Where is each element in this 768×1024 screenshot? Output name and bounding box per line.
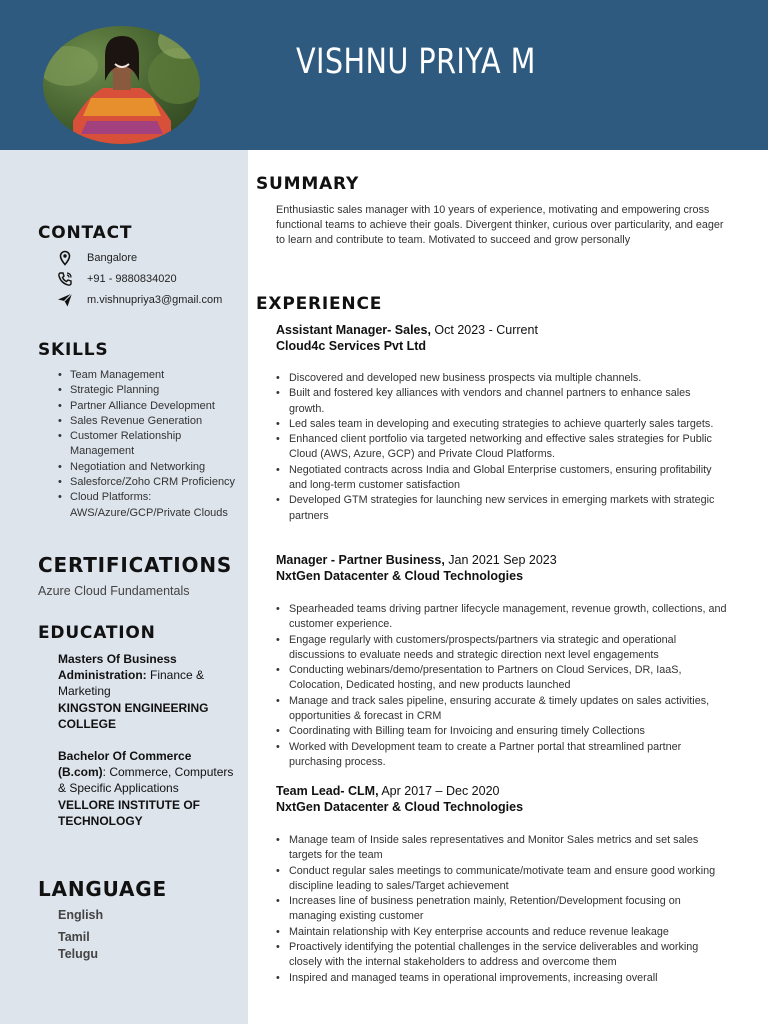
job-dates: Oct 2023 - Current [430, 323, 538, 337]
job-dates: Jan 2021 Sep 2023 [444, 553, 557, 567]
job-bullet: • Inspired and managed teams in operational improvements, increasing overall [276, 971, 728, 986]
job-bullet: • Led sales team in developing and executing strategies to achieve quarterly sales targets. [276, 417, 728, 432]
education-entry [58, 651, 238, 732]
skill-item: • Strategic Planning [58, 383, 243, 398]
skill-item: • Team Management [58, 368, 243, 383]
skill-item: • Salesforce/Zoho CRM Proficiency [58, 475, 243, 490]
page-margin [762, 150, 768, 1024]
job-bullet: • Enhanced client portfolio via targeted networking and effective sales strategies for Public Cloud (AWS, Azure, GCP) and Private Cloud Platforms. [276, 432, 728, 463]
candidate-name: VISHNU PRIYA M [296, 42, 536, 82]
job-bullets [276, 602, 728, 770]
job-bullet: • Manage and track sales pipeline, ensuring accurate & timely updates on sales activities, opportunities & forecast in CRM [276, 694, 728, 725]
job-bullet: • Coordinating with Billing team for Invoicing and ensuring timely Collections [276, 724, 728, 739]
language-item: Telugu [58, 947, 99, 961]
job-bullets [276, 371, 728, 524]
school-name: KINGSTON ENGINEERING COLLEGE [58, 700, 209, 731]
degree-title: Masters Of Business Administration: [58, 652, 177, 683]
job-bullet: • Proactively identifying the potential challenges in the service deliverables and working closely with the internal stakeholders to address and overcome them [276, 940, 728, 971]
skill-item: • Sales Revenue Generation [58, 414, 243, 429]
skill-item: • Negotiation and Networking [58, 460, 243, 475]
job-title [276, 553, 557, 567]
skill-item: • Cloud Platforms: AWS/Azure/GCP/Private Clouds [58, 490, 243, 521]
degree-field: Finance & Marketing [58, 668, 205, 699]
language-heading: LANGUAGE [38, 877, 167, 901]
job-company: NxtGen Datacenter & Cloud Technologies [276, 800, 524, 814]
profile-photo [43, 26, 200, 144]
paper-plane-icon [57, 292, 73, 308]
job-role: Assistant Manager- Sales, [276, 323, 431, 337]
language-item: Tamil [58, 930, 90, 944]
job-role: Manager - Partner Business, [276, 553, 445, 567]
certification-item: Azure Cloud Fundamentals [38, 584, 190, 598]
summary-heading: SUMMARY [256, 174, 360, 194]
degree-field: : Commerce, Computers & Specific Applications [58, 765, 234, 796]
experience-heading: EXPERIENCE [256, 294, 383, 314]
language-item: English [58, 908, 104, 922]
summary-text: Enthusiastic sales manager with 10 years of experience, motivating and empowering cross functional teams to achieve their goals. Divergent thinker, curious over particularity, and eager to learn and contribute to team. Motivated to succeed and grow personally [276, 204, 724, 247]
education-entry [58, 748, 238, 829]
job-bullet: • Developed GTM strategies for launching new services in emerging markets with strategic partners [276, 493, 728, 524]
location-pin-icon [57, 250, 73, 266]
job-bullets [276, 833, 728, 986]
job-bullet: • Spearheaded teams driving partner lifecycle management, revenue growth, collections, and customer experience. [276, 602, 728, 633]
skill-item: • Partner Alliance Development [58, 399, 243, 414]
job-bullet: • Engage regularly with customers/prospects/partners via strategic and operational discussions to evaluate needs and strategic direction next level engagements [276, 633, 728, 664]
location-text: Bangalore [87, 252, 138, 264]
contact-location [57, 249, 137, 267]
job-title [276, 784, 500, 798]
contact-email [57, 291, 222, 309]
job-role: Team Lead- CLM, [276, 784, 379, 798]
contact-heading: CONTACT [38, 223, 133, 243]
phone-icon [57, 271, 73, 287]
contact-phone [57, 270, 177, 288]
job-company: Cloud4c Services Pvt Ltd [276, 339, 427, 353]
job-bullet: • Manage team of Inside sales representatives and Monitor Sales metrics and set sales targets for the team [276, 833, 728, 864]
job-bullet: • Discovered and developed new business prospects via multiple channels. [276, 371, 728, 386]
profile-photo-illustration [43, 26, 200, 144]
skills-list [58, 368, 243, 521]
skill-item: • Customer Relationship Management [58, 429, 243, 460]
education-heading: EDUCATION [38, 623, 156, 643]
school-name: VELLORE INSTITUTE OF TECHNOLOGY [58, 797, 201, 828]
job-bullet: • Conduct regular sales meetings to communicate/motivate team and ensure good working discipline leading to sales/Target achievement [276, 864, 728, 895]
job-bullet: • Worked with Development team to create a Partner portal that streamlined partner purchasing process. [276, 740, 728, 771]
job-dates: Apr 2017 – Dec 2020 [378, 784, 500, 798]
job-company: NxtGen Datacenter & Cloud Technologies [276, 569, 524, 583]
header-banner [0, 0, 768, 150]
job-bullet: • Increases line of business penetration mainly, Retention/Development focusing on managing existing customer [276, 894, 728, 925]
job-bullet: • Negotiated contracts across India and Global Enterprise customers, ensuring profitability and long-term customer satisfaction [276, 463, 728, 494]
job-title [276, 323, 538, 337]
job-bullet: • Conducting webinars/demo/presentation to Partners on Cloud Services, DR, IaaS, Colocation, Dedicated hosting, and new products launched [276, 663, 728, 694]
email-link[interactable]: m.vishnupriya3@gmail.com [87, 294, 223, 306]
skills-heading: SKILLS [38, 340, 109, 360]
phone-text[interactable]: +91 - 9880834020 [87, 273, 177, 285]
certifications-heading: CERTIFICATIONS [38, 553, 233, 577]
job-bullet: • Built and fostered key alliances with vendors and channel partners to enhance sales growth. [276, 386, 728, 417]
degree-title: Bachelor Of Commerce (B.com) [58, 749, 192, 780]
job-bullet: • Maintain relationship with Key enterprise accounts and reduce revenue leakage [276, 925, 728, 940]
